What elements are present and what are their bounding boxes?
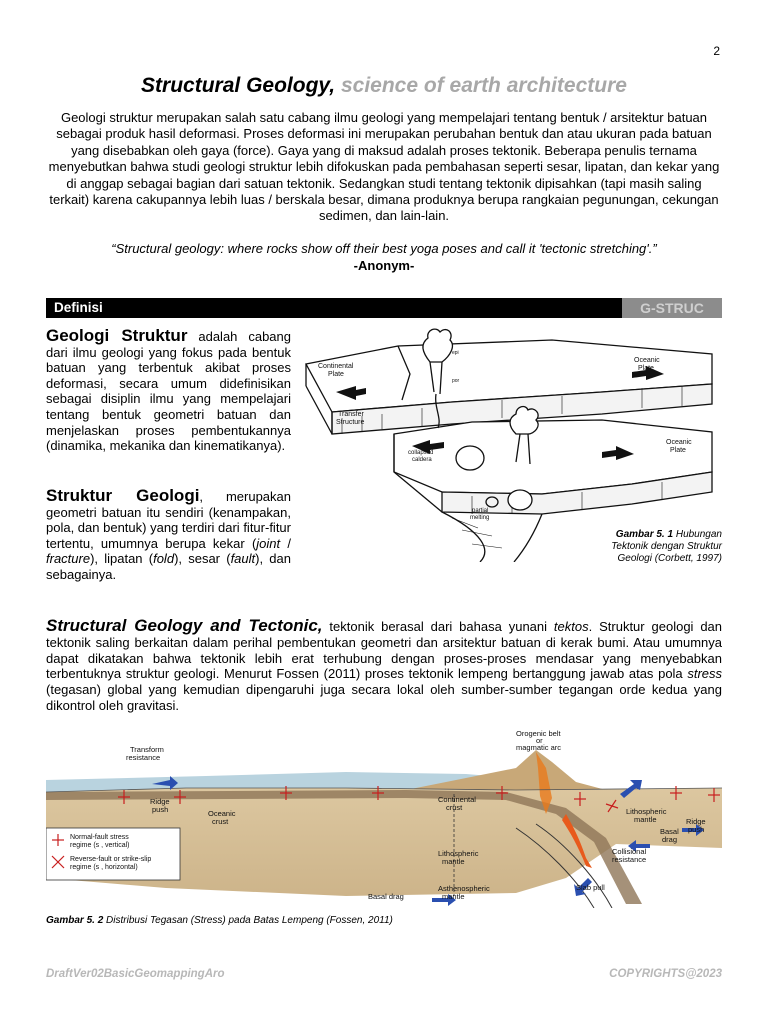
paragraph-structural-geology-tectonic: [46, 618, 722, 714]
label-lithospheric-mantle-right-1: Lithospheric: [626, 807, 667, 816]
label-transfer-structure: Transfer: [338, 411, 364, 418]
label-ridge-push-left-2: push: [152, 805, 169, 814]
label-oceanic-plate-top-2: Plate: [638, 365, 654, 372]
definition-geologi-struktur: [46, 328, 291, 454]
label-continental-crust-1: Continental: [438, 795, 476, 804]
italic-stress: stress: [687, 666, 722, 682]
label-collisional-1: Collisional: [612, 847, 647, 856]
legend-reverse-2: regime (s , horizontal): [70, 864, 138, 871]
label-orogenic-3: magmatic arc: [516, 743, 562, 752]
legend-reverse-1: Reverse-fault or strike-slip: [70, 856, 152, 863]
figure1-caption-label: Gambar 5. 1: [615, 529, 674, 540]
label-ridge-push-right-2: push: [688, 825, 705, 834]
section-tag: G-STRUC: [622, 298, 722, 318]
title-sub: science of earth architecture: [340, 74, 627, 97]
italic-joint: joint: [256, 535, 281, 551]
label-lithospheric-mantle-center-2: mantle: [442, 857, 465, 866]
label-transfer-structure-2: Structure: [336, 419, 365, 426]
label-transform-resistance-1: Transform: [130, 745, 164, 754]
label-partial-melting-2: melting: [470, 515, 490, 521]
figure1-caption-text: Hubungan Tektonik dengan Struktur Geologi (Corbett, 1997): [611, 529, 722, 564]
term-geologi-struktur: Geologi Struktur: [46, 326, 188, 345]
definition-text: adalah cabang dari ilmu geologi yang fokus pada bentuk batuan yang terbentuk akibat proses deformasi, secara umum didefinisikan sebagai disiplin ilmu yang mempelajari tentang bentuk geometri batuan dan menjelaskan proses pembentukannya (dinamika, mekanika dan kinematikanya).: [46, 329, 291, 454]
definition-text: ), dan sebagainya.: [46, 551, 291, 582]
term-struktur-geologi: Struktur Geologi: [46, 486, 200, 505]
quote-text: “Structural geology: where rocks show off their best yoga poses and call it 'tectonic stretching'.”: [111, 241, 657, 256]
label-ridge-push-left-1: Ridge: [150, 797, 170, 806]
figure-tectonic-block-diagram: [302, 322, 722, 562]
paragraph-text: tektonik berasal dari bahasa yunani: [322, 619, 554, 634]
label-oceanic-plate-top: Oceanic: [634, 357, 660, 364]
label-slab-pull: Slab pull: [576, 883, 605, 892]
page-number: 2: [713, 44, 720, 58]
figure2-caption-text: Distribusi Tegasan (Stress) pada Batas Lempeng (Fossen, 2011): [103, 915, 393, 926]
label-continental-plate-2: Plate: [328, 371, 344, 378]
label-orogenic-1: Orogenic belt: [516, 729, 561, 738]
label-epi: epi: [452, 350, 459, 356]
label-oceanic-crust-1: Oceanic: [208, 809, 236, 818]
label-lithospheric-mantle-right-2: mantle: [634, 815, 657, 824]
label-continental-crust-2: crust: [446, 803, 463, 812]
figure2-legend: [46, 828, 180, 880]
italic-tektos: tektos: [553, 619, 589, 634]
label-lithospheric-mantle-center-1: Lithospheric: [438, 849, 479, 858]
term-structural-geology-tectonic: Structural Geology and Tectonic,: [46, 616, 323, 635]
label-collisional-2: resistance: [612, 855, 647, 864]
label-oceanic-plate-bottom: Oceanic: [666, 439, 692, 446]
label-asthenospheric-2: mantle: [442, 892, 465, 901]
label-collapsed-caldera: collapsed: [408, 450, 434, 456]
label-basal-drag-right-1: Basal: [660, 827, 679, 836]
definition-text: ), sesar (: [174, 551, 231, 567]
page-title: [0, 74, 768, 98]
figure2-caption: [46, 915, 722, 926]
section-header-bar: [46, 298, 722, 318]
label-basal-drag-left: Basal drag: [368, 892, 404, 901]
label-ridge-push-right-1: Ridge: [686, 817, 706, 826]
label-partial-melting: partial: [472, 508, 489, 514]
label-orogenic-2: or: [536, 736, 543, 745]
footer-draft-version: DraftVer02BasicGeomappingAro: [46, 968, 225, 980]
figure-plate-boundary-stress: [46, 728, 722, 908]
figure1-caption: [584, 529, 722, 565]
label-oceanic-crust-2: crust: [212, 817, 229, 826]
definition-struktur-geologi: [46, 488, 291, 583]
section-label: Definisi: [54, 300, 103, 315]
footer-copyright: COPYRIGHTS@2023: [609, 968, 722, 980]
label-collapsed-caldera-2: caldera: [412, 457, 432, 463]
label-asthenospheric-1: Asthenospheric: [438, 884, 490, 893]
title-main: Structural Geology,: [141, 74, 336, 97]
italic-fault: fault: [230, 551, 256, 567]
paragraph-text: . Struktur geologi dan tektonik saling berkaitan dalam perihal pembentukan geometri dan arsitektur batuan di kerak bumi. Atau umumnya dapat dikatakan bahwa tektonik lebih erat terhubung dengan proses-proses mendasar yang menyebabkan terbentuknya struktur geologi. Menurut Fossen (2011) proses tektonik lempeng bertanggung jawab atas pola: [46, 619, 723, 682]
legend-normal-2: regime (s , vertical): [70, 842, 130, 849]
label-continental-plate: Continental: [318, 363, 354, 370]
label-oceanic-plate-bottom-2: Plate: [670, 447, 686, 454]
italic-fracture: fracture: [46, 551, 91, 567]
paragraph-text: (tegasan) global yang kemudian dipengaruhi juga secara lokal oleh sumber-sumber tegangan orde kedua yang dikontrol oleh gravitasi.: [46, 682, 722, 713]
definition-text: ), lipatan (: [90, 551, 154, 567]
definition-text: /: [280, 535, 291, 551]
intro-paragraph: Geologi struktur merupakan salah satu cabang ilmu geologi yang mempelajari tentang bentuk / arsitektur batuan sebagai produk hasil deformasi. Proses deformasi ini merupakan perubahan bentuk dan atau ukuran pada batuan yang disebabkan oleh gaya (force). Gaya yang di maksud adalah proses tektonik. Beberapa penulis ternama menyebutkan bahwa studi geologi struktur lebih difokuskan pada pembahasan seperti sesar, lipatan, dan kekar yang di anggap sebagai bagian dari satuan tektonik. Sedangkan studi tentang tektonik dipisahkan (tapi masih saling terkait) karena cakupannya lebih luas / berskala besar, dimana produknya berupa rangkaian pegunungan, cekungan sedimen, dan lain-lain.: [48, 110, 720, 224]
label-basal-drag-right-2: drag: [662, 835, 678, 844]
italic-fold: fold: [153, 551, 175, 567]
definition-text: , merupakan geometri batuan itu sendiri (kenampakan, pola, dan bentuk) yang terdiri dari fitur-fitur tertentu, umumnya berupa kekar (: [46, 489, 291, 551]
label-por: por: [452, 378, 460, 384]
label-transform-resistance-2: resistance: [126, 753, 161, 762]
figure2-caption-label: Gambar 5. 2: [46, 915, 104, 926]
legend-normal-1: Normal-fault stress: [70, 834, 129, 841]
quote-author: -Anonym-: [353, 258, 415, 273]
